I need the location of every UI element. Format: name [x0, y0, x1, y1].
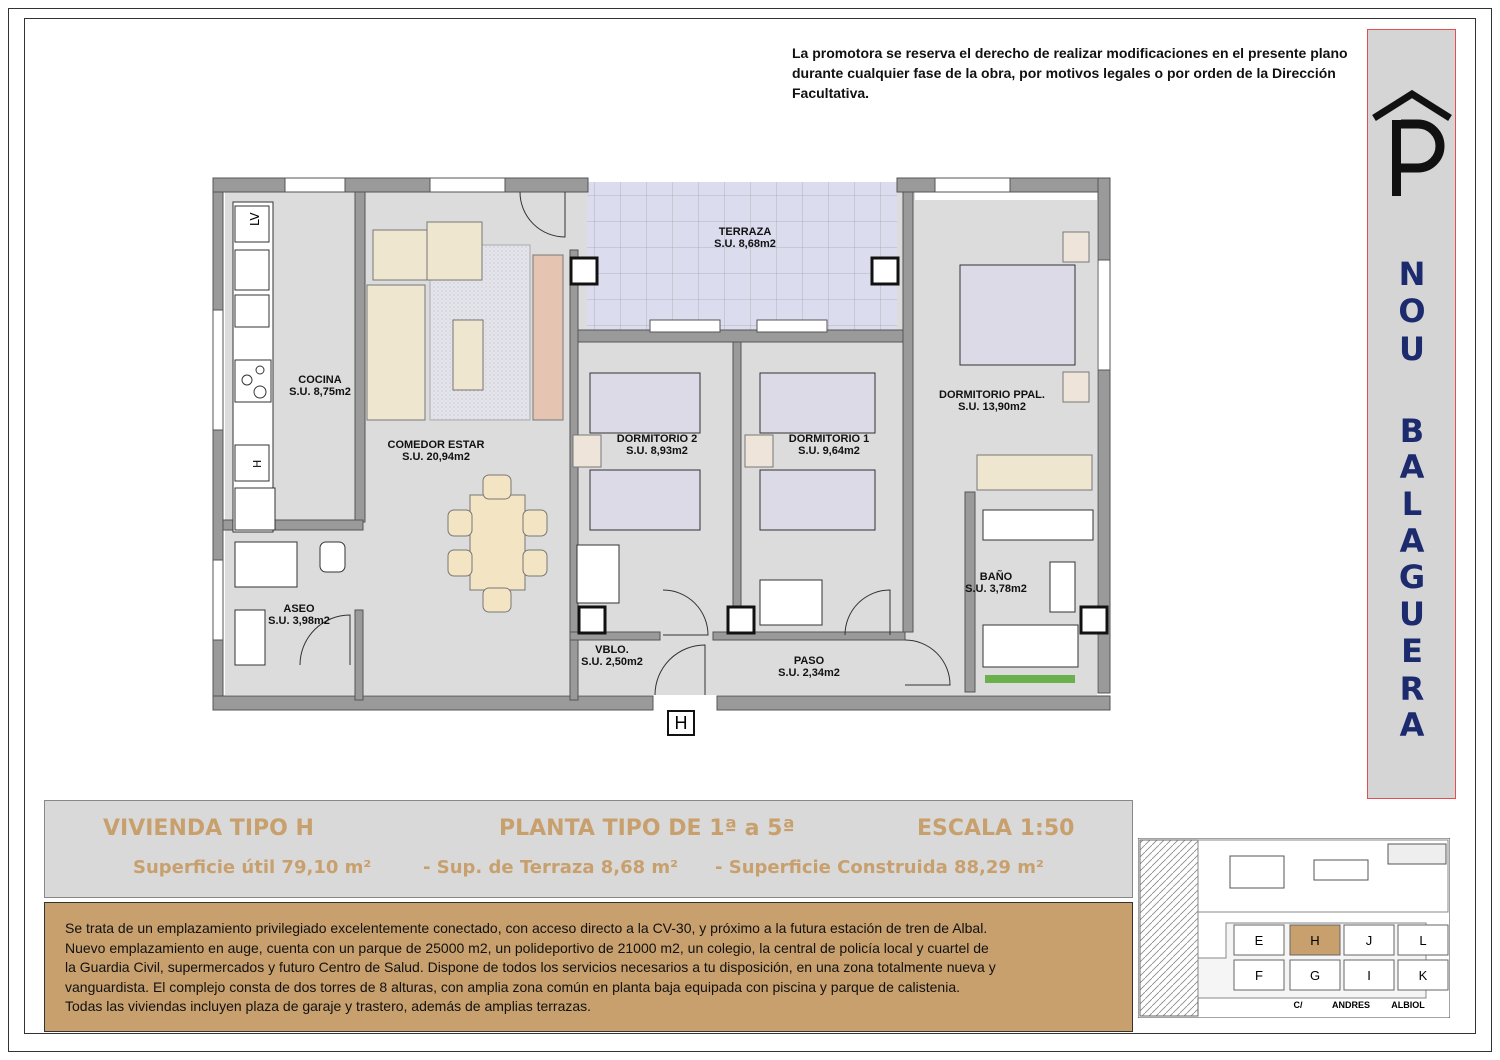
window [213, 560, 223, 640]
room-label-dormitorio-1: DORMITORIO 1 S.U. 9,64m2 [788, 433, 870, 457]
fixture-h-label: H [251, 459, 264, 468]
keyplan-unit-label: G [1309, 968, 1321, 983]
keyplan-unit-label: E [1254, 933, 1264, 948]
brand-letter: L [1401, 485, 1423, 523]
keyplan-unit-label: J [1365, 933, 1373, 948]
room-label-terraza: TERRAZA S.U. 8,68m2 [714, 226, 776, 250]
column [728, 607, 754, 633]
bed [590, 373, 700, 433]
chair [523, 550, 547, 576]
window [430, 178, 505, 192]
parking-ramp [1388, 844, 1446, 864]
chair [523, 510, 547, 536]
brand-letter: R [1399, 670, 1425, 708]
toilet [320, 542, 345, 572]
key-plan [1138, 838, 1450, 1018]
keyplan-unit-label: I [1367, 968, 1371, 983]
terrace-floor [587, 182, 897, 330]
room-label-dormitorio-ppal: DORMITORIO PPAL. S.U. 13,90m2 [939, 389, 1045, 413]
wall [355, 192, 365, 522]
window [285, 178, 345, 192]
dryer [235, 250, 269, 290]
escala: ESCALA 1:50 [917, 816, 1075, 841]
brand-letter: A [1399, 522, 1425, 560]
sup-terraza: - Sup. de Terraza 8,68 m² [423, 857, 679, 878]
chair [448, 510, 472, 536]
street-label-c: C/ [1293, 1000, 1303, 1010]
lv-label: LV [248, 212, 262, 226]
coffee-table [453, 320, 483, 390]
brand-letter: U [1399, 595, 1425, 633]
wall [213, 178, 588, 192]
disclaimer-text: La promotora se reserva el derecho de realizar modificaciones en el presente plano durante cualquier fase de la obra, por motivos legales o por orden de la Dirección Facultativa. [792, 45, 1348, 101]
chair [483, 475, 511, 499]
wall [355, 610, 363, 700]
nightstand [1063, 232, 1089, 262]
brand-letter: E [1401, 632, 1423, 670]
washbasin [235, 610, 265, 665]
description-line: Todas las viviendas incluyen plaza de garaje y trastero, además de amplias terrazas. [65, 998, 592, 1014]
column [872, 258, 898, 284]
window [1098, 260, 1110, 370]
fridge [235, 488, 275, 530]
wall [733, 342, 741, 632]
window [935, 178, 1010, 192]
pool-area [1230, 856, 1284, 888]
window [757, 320, 827, 332]
room-label-bano: BAÑO S.U. 3,78m2 [965, 571, 1027, 595]
superficie-construida: - Superficie Construida 88,29 m² [715, 857, 1044, 878]
room-label-aseo: ASEO S.U. 3,98m2 [268, 603, 330, 627]
column [571, 258, 597, 284]
keyplan-unit-label: L [1419, 933, 1427, 948]
nightstand [573, 435, 601, 467]
pool [1314, 860, 1368, 880]
armchair [373, 230, 428, 280]
wardrobe [977, 455, 1092, 490]
room-label-paso: PASO S.U. 2,34m2 [778, 655, 840, 679]
superficie-util: Superficie útil 79,10 m² [133, 857, 372, 878]
brand-letter: O [1398, 292, 1426, 330]
description-line: Nuevo emplazamiento en auge, cuenta con un parque de 25000 m2, un polideportivo de 21000 m2, un colegio, la central de policía local y cuartel de [65, 939, 989, 956]
description-line: vanguardista. El complejo consta de dos torres de 8 alturas, con amplia zona común en planta baja equipada con piscina y parque de calistenia. [65, 978, 961, 995]
keyplan-unit-label: H [1310, 933, 1320, 948]
desk [577, 545, 619, 603]
brand-letter: B [1399, 412, 1425, 450]
armchair [427, 222, 482, 280]
column [579, 607, 605, 633]
washbasin-counter [983, 510, 1093, 540]
column [1081, 607, 1107, 633]
toilet [1050, 562, 1075, 612]
room-label-dormitorio-2: DORMITORIO 2 S.U. 8,93m2 [616, 433, 698, 457]
keyplan-unit-label: F [1255, 968, 1263, 983]
brand-letter: N [1398, 255, 1426, 293]
room-label-cocina: COCINA S.U. 8,75m2 [289, 374, 351, 398]
street-label-andres: ANDRES [1331, 1000, 1371, 1010]
nightstand [1063, 372, 1089, 402]
unit-entrance-marker: H [667, 710, 695, 736]
description-line: Se trata de un emplazamiento privilegiado excelentemente conectado, con acceso directo a la CV-30, y próximo a la futura estación de tren de Albal. [65, 920, 988, 936]
brand-letter: A [1399, 706, 1425, 744]
double-bed [960, 265, 1075, 365]
desk [760, 580, 822, 625]
bathtub [983, 625, 1078, 667]
house-p-logo-icon [1368, 60, 1456, 200]
wall [717, 696, 1110, 710]
dining-table [470, 495, 525, 590]
planta-tipo: PLANTA TIPO DE 1ª a 5ª [499, 816, 795, 841]
keyplan-unit-label: K [1418, 968, 1428, 983]
bed [760, 373, 875, 433]
brand-letter: A [1399, 448, 1425, 486]
sink [235, 295, 269, 327]
room-label-vblo: VBLO. S.U. 2,50m2 [581, 644, 643, 668]
street-label-albiol: ALBIOL [1391, 1000, 1425, 1010]
wall [903, 192, 913, 632]
planter [985, 675, 1075, 683]
shower [235, 542, 297, 587]
brand-letter: U [1399, 330, 1425, 368]
room-label-comedor: COMEDOR ESTAR S.U. 20,94m2 [387, 439, 485, 463]
vivienda-tipo: VIVIENDA TIPO H [103, 816, 314, 841]
bed [590, 470, 700, 530]
wall [213, 696, 653, 710]
tv-unit [533, 255, 563, 420]
description-box [44, 902, 1133, 1032]
wall [578, 330, 908, 342]
hob [235, 360, 271, 402]
brand-panel [1367, 29, 1456, 799]
window [650, 320, 720, 332]
sofa [367, 285, 425, 420]
bed [760, 470, 875, 530]
brand-letter: G [1398, 558, 1426, 596]
window [213, 310, 223, 430]
nightstand [745, 435, 773, 467]
chair [448, 550, 472, 576]
description-line: la Guardia Civil, supermercados y futuro Centro de Salud. Dispone de todos los servicios necesarios a tu disposición, en una zona totalmente nueva y [65, 959, 996, 975]
chair [483, 588, 511, 612]
unit-info-box [44, 800, 1133, 898]
